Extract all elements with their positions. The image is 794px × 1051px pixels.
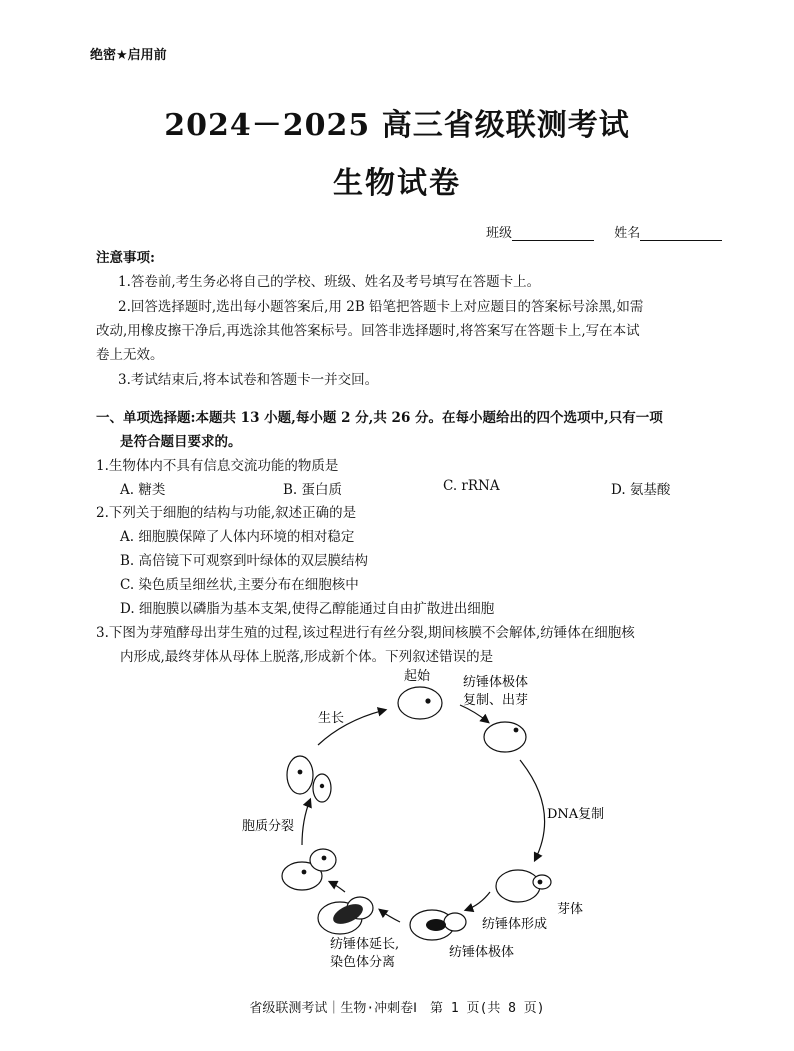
option-c[interactable]: C. rRNA xyxy=(443,478,500,494)
notice-heading: 注意事项: xyxy=(96,250,155,266)
class-label: 班级 xyxy=(486,226,513,241)
name-blank[interactable] xyxy=(640,226,722,241)
confidential-label: 绝密★启用前 xyxy=(90,48,167,63)
cell-spindle-elongate xyxy=(318,897,373,934)
label-growth: 生长 xyxy=(318,711,345,726)
label-elongate: 纺锤体延长, xyxy=(330,937,400,952)
cycle-arrow xyxy=(380,910,400,922)
label-spb: 纺锤体极体 xyxy=(449,945,515,960)
label-cytokinesis: 胞质分裂 xyxy=(242,819,295,834)
class-name-line xyxy=(486,222,722,241)
label-spb-dup: 纺锤体极体 xyxy=(463,675,529,690)
exam-title: 2024－2025 高三省级联测考试 xyxy=(164,108,630,143)
label-dna-rep: DNA复制 xyxy=(547,807,605,822)
section-heading-cont: 是符合题目要求的。 xyxy=(120,434,242,450)
question-stem: 3.下图为芽殖酵母出芽生殖的过程,该过程进行有丝分裂,期间核膜不会解体,纺锤体在细胞核 xyxy=(96,625,635,641)
question-stem: 2.下列关于细胞的结构与功能,叙述正确的是 xyxy=(96,505,357,521)
notice-item: 卷上无效。 xyxy=(96,347,164,363)
page-footer: 省级联测考试｜生物·冲刺卷Ⅰ 第 1 页(共 8 页) xyxy=(249,1001,545,1016)
option-a[interactable]: A. 细胞膜保障了人体内环境的相对稳定 xyxy=(120,529,355,545)
cycle-arrow xyxy=(466,892,490,910)
option-a[interactable]: A. 糖类 xyxy=(120,482,166,498)
option-d[interactable]: D. 细胞膜以磷脂为基本支架,使得乙醇能通过自由扩散进出细胞 xyxy=(120,601,495,617)
label-spindle-form: 纺锤体形成 xyxy=(482,917,548,932)
label-start: 起始 xyxy=(404,669,431,684)
notice-item: 3.考试结束后,将本试卷和答题卡一并交回。 xyxy=(118,372,379,388)
subject-title: 生物试卷 xyxy=(333,166,461,201)
option-b[interactable]: B. 高倍镜下可观察到叶绿体的双层膜结构 xyxy=(120,553,369,569)
cell-separated xyxy=(287,756,331,802)
section-heading: 一、单项选择题:本题共 13 小题,每小题 2 分,共 26 分。在每小题给出的四个选项中,只有一项 xyxy=(96,410,663,426)
question-stem: 1.生物体内不具有信息交流功能的物质是 xyxy=(96,458,339,474)
cycle-arrow xyxy=(302,800,310,845)
label-elongate-cont: 染色体分离 xyxy=(330,955,396,970)
budding-yeast-cycle-diagram xyxy=(0,660,794,980)
cell-bud xyxy=(496,870,551,902)
cycle-arrow xyxy=(330,882,345,892)
option-b[interactable]: B. 蛋白质 xyxy=(283,482,343,498)
cell-bud-emerge xyxy=(484,722,526,752)
notice-item: 改动,用橡皮擦干净后,再选涂其他答案标号。回答非选择题时,将答案写在答题卡上,写在本试 xyxy=(96,323,640,339)
question-stem-cont: 内形成,最终芽体从母体上脱落,形成新个体。下列叙述错误的是 xyxy=(120,649,494,665)
cycle-arrow xyxy=(520,760,545,860)
notice-item: 1.答卷前,考生务必将自己的学校、班级、姓名及考号填写在答题卡上。 xyxy=(118,274,541,290)
name-label: 姓名 xyxy=(614,226,641,241)
notice-item: 2.回答选择题时,选出每小题答案后,用 2B 铅笔把答题卡上对应题目的答案标号涂黑,如需 xyxy=(118,299,644,315)
option-c[interactable]: C. 染色质呈细丝状,主要分布在细胞核中 xyxy=(120,577,359,593)
option-d[interactable]: D. 氨基酸 xyxy=(611,482,671,498)
label-bud: 芽体 xyxy=(557,902,584,917)
label-spb-dup-cont: 复制、出芽 xyxy=(463,693,529,708)
cell-start xyxy=(398,687,442,719)
cell-cytokinesis xyxy=(282,849,336,890)
cell-spindle-form xyxy=(410,910,466,940)
class-blank[interactable] xyxy=(512,226,594,241)
